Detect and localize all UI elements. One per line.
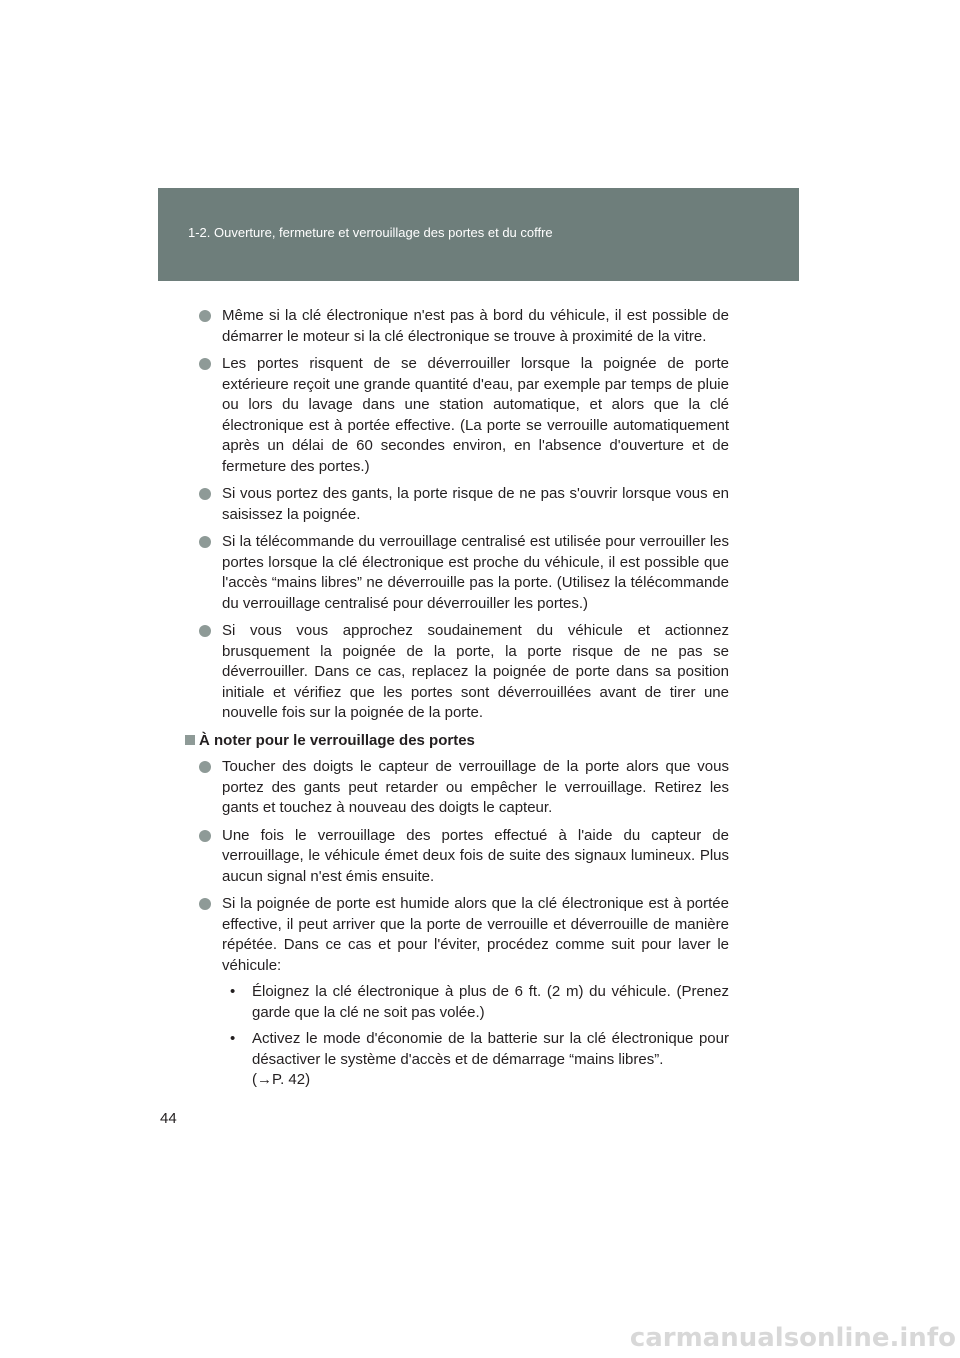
- list-item: [199, 484, 729, 525]
- list-item: [199, 826, 729, 888]
- list-item: [199, 306, 729, 347]
- bullet-text: Les portes risquent de se déverrouiller lorsque la poignée de porte extérieure reçoit une grande quantité d'eau, par exemple par temps de pluie ou lors du lavage dans une station automatique, et alors que la clé électronique est à portée effective. (La porte se verrouille automatiquement après un délai de 60 secondes environ, en l'absence d'ouverture et de fermeture des portes.): [222, 355, 729, 475]
- bullet-text: Même si la clé électronique n'est pas à bord du véhicule, il est possible de démarrer le moteur si la clé électronique se trouve à proximité de la vitre.: [222, 307, 729, 345]
- bullet-icon: [199, 898, 211, 910]
- section-heading: [185, 731, 729, 752]
- bullet-text: Toucher des doigts le capteur de verrouillage de la porte alors que vous portez des gants peut retarder ou empêcher le verrouillage. Retirez les gants et touchez à nouveau des doigts le capteur.: [222, 758, 729, 816]
- bullet-icon: [199, 625, 211, 637]
- page-reference-link[interactable]: (→P. 42): [252, 1071, 311, 1088]
- sub-bullet-mark: •: [230, 1030, 236, 1047]
- sub-list-item: [222, 1029, 729, 1091]
- bullet-icon: [199, 830, 211, 842]
- list-item: [199, 354, 729, 477]
- square-bullet-icon: [185, 735, 195, 745]
- section-title: 1-2. Ouverture, fermeture et verrouillage des portes et du coffre: [188, 225, 553, 240]
- page-number: 44: [160, 1110, 177, 1127]
- watermark: carmanualsonline.info: [629, 1323, 956, 1353]
- bullet-text: Une fois le verrouillage des portes effectué à l'aide du capteur de verrouillage, le véhicule émet deux fois de suite des signaux lumineux. Plus aucun signal n'est émis ensuite.: [222, 826, 729, 885]
- bullet-text: Si vous vous approchez soudainement du véhicule et actionnez brusquement la poignée de la porte, la porte risque de ne pas se déverrouiller. Dans ce cas, replacez la poignée de porte dans sa position initiale et vérifiez que les portes sont déverrouillées avant de tirer une nouvelle fois sur la poignée de la porte.: [222, 622, 729, 721]
- section-heading-text: À noter pour le verrouillage des portes: [199, 731, 475, 749]
- list-item: [199, 532, 729, 614]
- sub-item-text: Activez le mode d'économie de la batterie sur la clé électronique pour désactiver le système d'accès et de démarrage “mains libres”.: [252, 1030, 729, 1068]
- sub-list-item: [222, 982, 729, 1023]
- bullet-icon: [199, 488, 211, 500]
- bullet-icon: [199, 310, 211, 322]
- bullet-text: Si la télécommande du verrouillage centralisé est utilisée pour verrouiller les portes lorsque la clé électronique est proche du véhicule, il est possible que l'accès “mains libres” ne déverrouille pas la porte. (Utilisez la télécommande du verrouillage centralisé pour déverrouiller les portes.): [222, 533, 729, 612]
- bullet-text: Si vous portez des gants, la porte risque de ne pas s'ouvrir lorsque vous en saisissez la poignée.: [222, 485, 729, 523]
- page-content: [199, 306, 729, 1098]
- bullet-text: Si la poignée de porte est humide alors que la clé électronique est à portée effective, il peut arriver que la porte de verrouille et déverrouille de manière répétée. Dans ce cas et pour l'éviter, procédez comme suit pour laver le véhicule:: [222, 895, 729, 974]
- sub-item-text: Éloignez la clé électronique à plus de 6 ft. (2 m) du véhicule. (Prenez garde que la clé ne soit pas volée.): [252, 983, 729, 1021]
- header-band: [158, 188, 799, 281]
- bullet-icon: [199, 536, 211, 548]
- list-item: [199, 894, 729, 1091]
- bullet-icon: [199, 358, 211, 370]
- list-item: [199, 621, 729, 724]
- list-item: [199, 757, 729, 819]
- sub-bullet-mark: •: [230, 983, 236, 1000]
- bullet-icon: [199, 761, 211, 773]
